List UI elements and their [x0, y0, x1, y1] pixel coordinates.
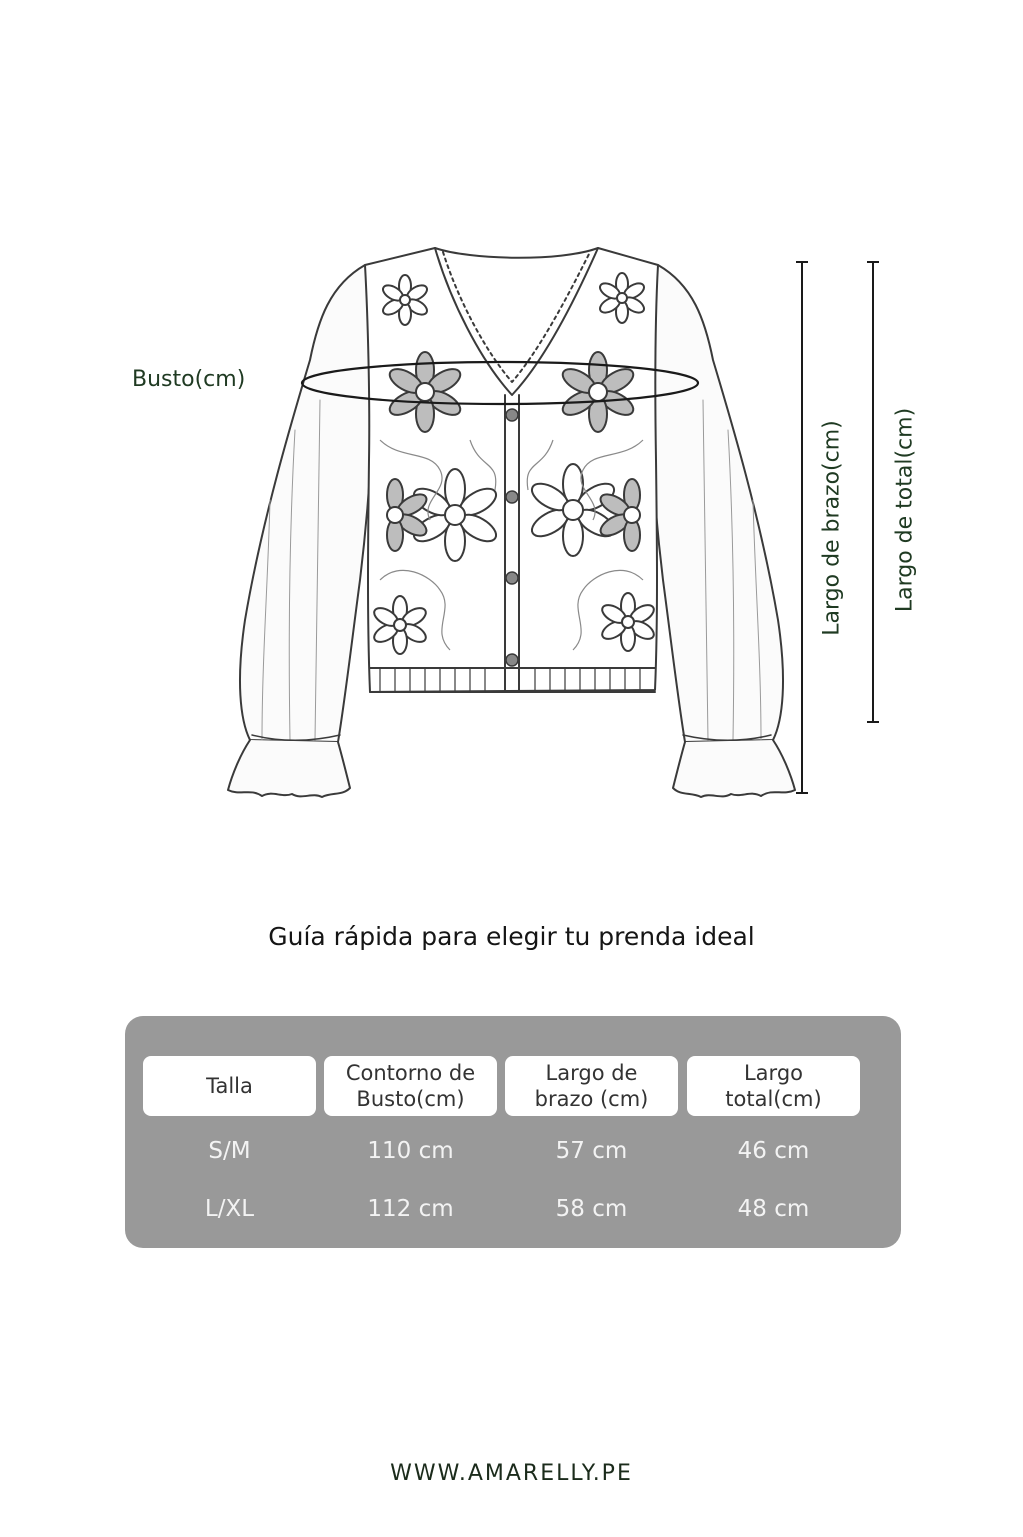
cell-size: S/M [208, 1138, 251, 1164]
total-length-label: Largo de total(cm) [892, 407, 918, 613]
cell-arm-length: 57 cm [555, 1138, 628, 1164]
right-cuff [673, 740, 795, 797]
cell-total-length: 48 cm [737, 1196, 810, 1222]
header-size: Talla [143, 1056, 316, 1116]
arm-length-line [796, 262, 808, 793]
table-row [125, 1196, 901, 1226]
right-sleeve [651, 265, 783, 742]
header-arm-length: Largo de brazo (cm) [505, 1056, 678, 1116]
total-length-line [867, 262, 879, 722]
left-sleeve [240, 265, 372, 742]
left-cuff [228, 740, 350, 797]
cell-total-length: 46 cm [737, 1138, 810, 1164]
header-bust: Contorno de Busto(cm) [324, 1056, 497, 1116]
cell-bust: 110 cm [367, 1138, 454, 1164]
arm-length-label: Largo de brazo(cm) [819, 420, 845, 636]
size-guide-title: Guía rápida para elegir tu prenda ideal [268, 922, 755, 951]
cell-arm-length: 58 cm [555, 1196, 628, 1222]
cell-size: L/XL [204, 1196, 255, 1222]
table-row [125, 1138, 901, 1168]
header-total-length: Largo total(cm) [687, 1056, 860, 1116]
bust-label: Busto(cm) [132, 367, 246, 392]
cell-bust: 112 cm [367, 1196, 454, 1222]
size-table [125, 1016, 901, 1248]
website-footer: WWW.AMARELLY.PE [390, 1461, 633, 1486]
